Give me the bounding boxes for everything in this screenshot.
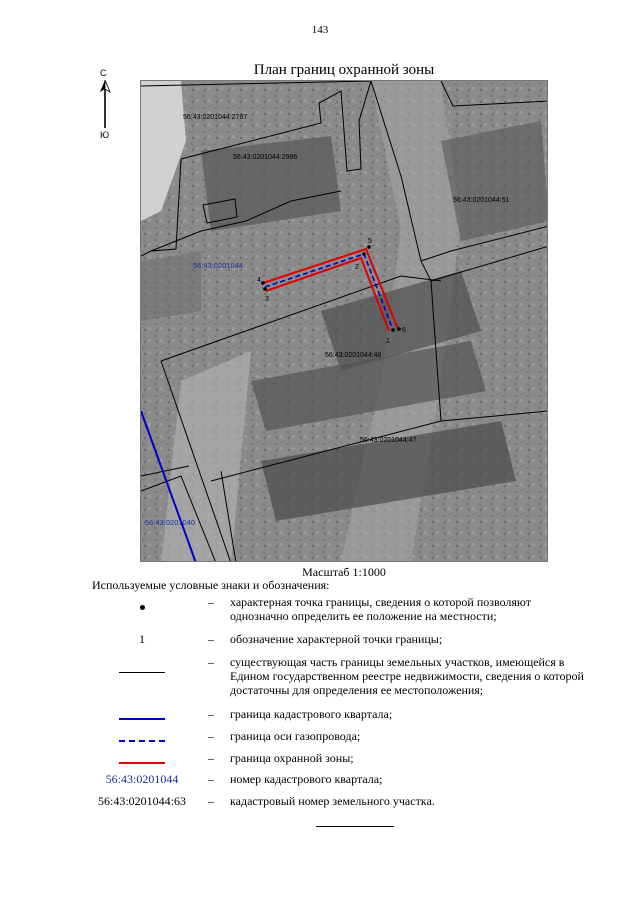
point-label-1: 1 xyxy=(386,338,390,345)
north-label: С xyxy=(100,68,107,78)
legend-blue-dashed-line-icon xyxy=(90,731,194,745)
map-scale: Масштаб 1:1000 xyxy=(302,565,386,579)
legend-text: обозначение характерной точки границы; xyxy=(230,632,443,646)
map-frame xyxy=(140,80,548,562)
quarter-label-0201040: 56:43:0201040 xyxy=(145,518,196,527)
legend-blue-line-icon xyxy=(90,709,194,723)
legend-title: Используемые условные знаки и обозначения: xyxy=(92,578,330,592)
parcel-label-48: 56:43:0201044:48 xyxy=(325,352,382,359)
parcel-label-51: 56:43:0201044:51 xyxy=(453,197,510,204)
legend-dash: – xyxy=(208,772,214,786)
map-title: План границ охранной зоны xyxy=(253,62,435,78)
legend-symbol-text: 56:43:0201044:63 xyxy=(97,794,186,808)
point-label-2: 2 xyxy=(355,264,359,271)
legend-dot-icon xyxy=(90,599,194,613)
legend-dash: – xyxy=(208,729,214,743)
legend-text: существующая часть границы земельных участков, имеющейся в Едином государственном реестре недвижимости, сведения о которой достаточны для определения ее местоположения; xyxy=(230,655,584,697)
point-label-4: 4 xyxy=(257,277,261,284)
legend-black-line-icon xyxy=(90,662,194,676)
map-svg xyxy=(141,81,548,562)
legend-dash: – xyxy=(208,632,214,646)
legend-text: граница оси газопровода; xyxy=(230,729,361,743)
legend-symbol-text: 1 xyxy=(139,632,145,646)
arrow-icon xyxy=(98,80,112,128)
parcel-label-47: 56:43:0201044:47 xyxy=(360,437,417,444)
legend-dash: – xyxy=(208,751,214,765)
south-label: Ю xyxy=(100,130,110,140)
legend-text: кадастровый номер земельного участка. xyxy=(230,794,435,808)
parcel-label-2787: 56:43:0201044:2787 xyxy=(183,114,248,121)
point-label-6: 6 xyxy=(402,327,406,334)
legend-red-line-icon xyxy=(90,753,194,767)
legend-text: характерная точка границы, сведения о которой позволяют однозначно определить ее положение на местности; xyxy=(230,595,531,623)
page-number: 143 xyxy=(311,24,329,36)
north-arrow xyxy=(96,68,116,148)
legend-dash: – xyxy=(208,655,214,669)
legend-dash: – xyxy=(208,707,214,721)
quarter-label-0201044: 56:43:0201044 xyxy=(193,261,244,270)
legend-dash: – xyxy=(208,794,214,808)
legend-text: граница охранной зоны; xyxy=(230,751,354,765)
footer-divider xyxy=(316,826,394,827)
legend-symbol-text: 56:43:0201044 xyxy=(105,772,179,786)
point-label-5: 5 xyxy=(368,238,372,245)
legend-text: граница кадастрового квартала; xyxy=(230,707,393,721)
point-label-3: 3 xyxy=(265,296,269,303)
parcel-label-2986: 56:43:0201044:2986 xyxy=(233,154,298,161)
legend-text: номер кадастрового квартала; xyxy=(230,772,383,786)
legend-dash: – xyxy=(208,595,214,609)
